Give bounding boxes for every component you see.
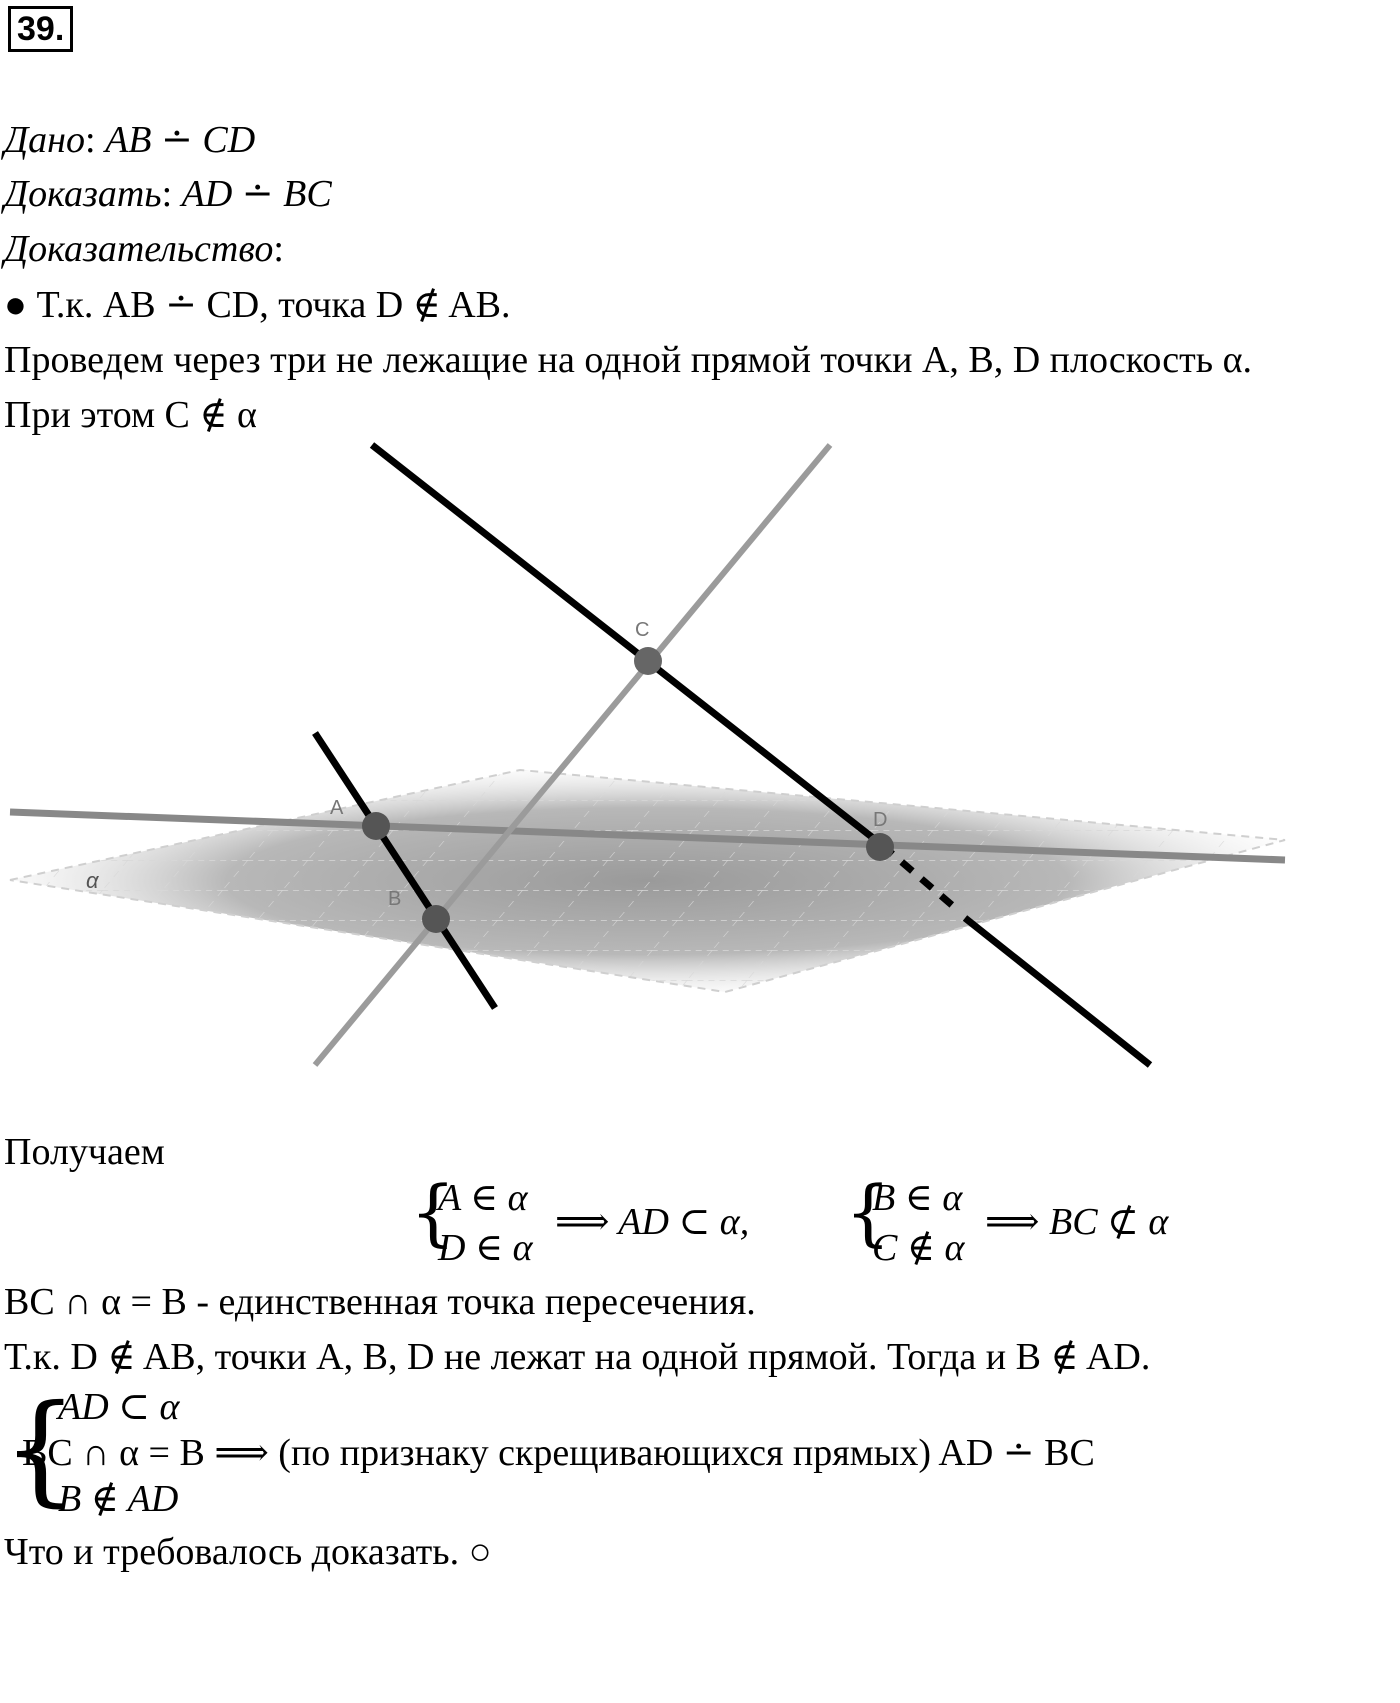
proof-line-2: Проведем через три не лежащие на одной прямой точки A, B, D плоскость α. <box>4 339 1252 381</box>
system3-brace: { <box>2 1380 79 1519</box>
proof-line-4: BC ∩ α = B - единственная точка пересечения. <box>4 1281 756 1323</box>
point-c <box>634 647 662 675</box>
system2-brace: { <box>845 1170 891 1254</box>
label-c: C <box>635 619 650 641</box>
prove-label: Доказать <box>4 173 162 215</box>
obtain-text: Получаем <box>4 1131 165 1173</box>
line-cd-lower <box>965 918 1150 1065</box>
label-alpha: α <box>86 868 99 893</box>
given-label: Дано <box>4 119 86 161</box>
proof-line-5: Т.к. D ∉ AB, точки A, B, D не лежат на одной прямой. Тогда и B ∉ AD. <box>4 1336 1151 1378</box>
point-d <box>866 833 894 861</box>
system1-result: ⟹ AD ⊂ α, <box>555 1201 750 1243</box>
proof-line-1: ● Т.к. AB ∸ CD, точка D ∉ AB. <box>4 284 511 326</box>
given-sep: : <box>85 119 96 161</box>
label-d: D <box>873 809 888 831</box>
label-b: B <box>388 888 402 910</box>
plane-grid <box>10 770 1285 992</box>
prove-value: AD ∸ BC <box>181 173 332 215</box>
proof-sep: : <box>273 228 284 270</box>
proof-line-3: При этом C ∉ α <box>4 394 257 436</box>
label-a: A <box>330 797 344 819</box>
system3-row2: BC ∩ α = B ⟹ (по признаку скрещивающихся прямых) AD ∸ BC <box>22 1432 1095 1474</box>
proof-heading <box>4 227 284 271</box>
geometry-figure <box>0 440 1400 1080</box>
conclusion: Что и требовалось доказать. ○ <box>4 1531 492 1573</box>
system1-row1: A ∈ α <box>438 1177 528 1219</box>
system2-row2: C ∉ α <box>872 1227 965 1269</box>
prove-sep: : <box>161 173 173 215</box>
system1-brace: { <box>410 1170 456 1254</box>
prove-line <box>4 172 332 216</box>
system2-row1: B ∈ α <box>872 1177 963 1219</box>
given-value: AB ∸ CD <box>105 119 256 161</box>
proof-label: Доказательство <box>4 228 274 270</box>
point-a <box>362 812 390 840</box>
problem-number: 39. <box>8 6 73 52</box>
system3-row1: AD ⊂ α <box>58 1386 180 1428</box>
point-b <box>422 905 450 933</box>
given-line <box>4 118 255 162</box>
system3-row3: B ∉ AD <box>58 1478 179 1520</box>
system1-row2: D ∈ α <box>438 1227 533 1269</box>
system2-result: ⟹ BC ⊄ α <box>985 1201 1169 1243</box>
